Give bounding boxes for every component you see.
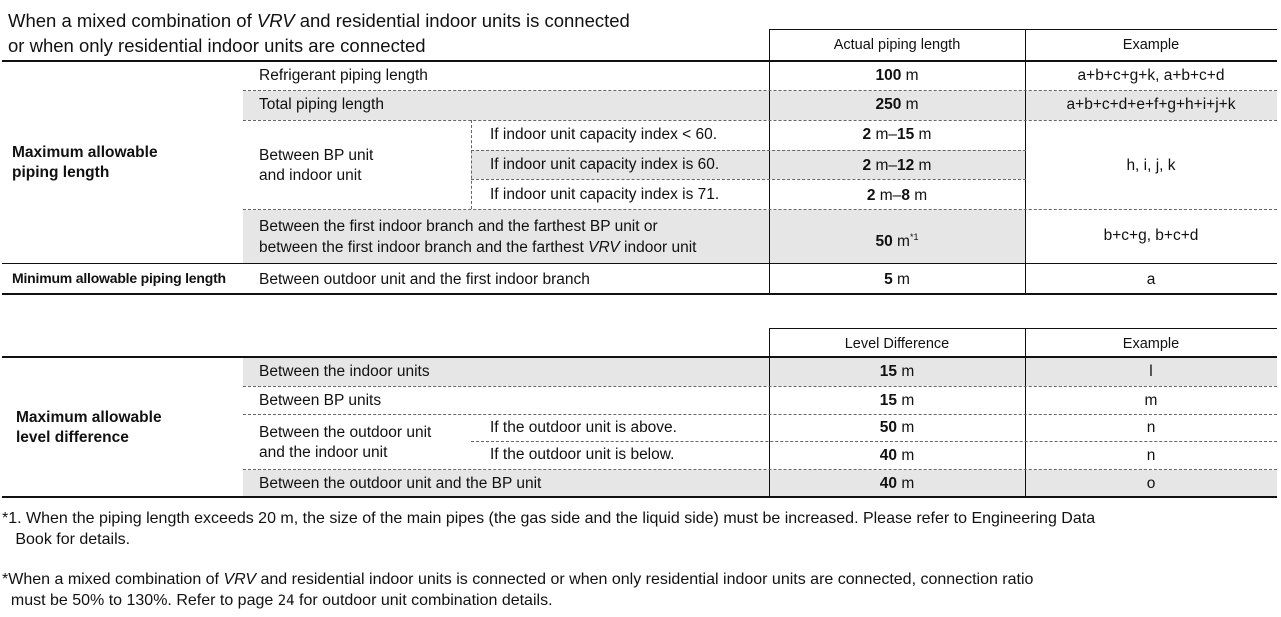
example-value: n xyxy=(1146,419,1156,436)
level-value: 15 m xyxy=(879,392,915,409)
length-value: 250 m xyxy=(875,96,919,113)
length-value: 50 $m^{*1}$ xyxy=(875,232,919,251)
row-label-bp-indoor: Between BP unit and indoor unit xyxy=(259,147,374,184)
col-header-example: Example xyxy=(1122,336,1180,352)
level-value: 50 m xyxy=(879,419,915,436)
condition-label: If the outdoor unit is below. xyxy=(490,446,675,463)
row-label: Total piping length xyxy=(259,96,384,113)
example-value: l xyxy=(1149,363,1153,380)
example-value: n xyxy=(1146,447,1156,464)
example-value: m xyxy=(1144,392,1158,409)
footnote-1: *1. When the piping length exceeds 20 m, the size of the main pipes (the gas side and the liquid side) must be increased. Please refer to Engineering Data Book for details. xyxy=(2,510,1096,548)
row-label-outdoor-indoor: Between the outdoor unit and the indoor unit xyxy=(259,424,432,461)
col-header-level-difference: Level Difference xyxy=(844,336,950,352)
min-piping-length-label: Minimum allowable piping length xyxy=(12,270,226,286)
length-value: 5 m xyxy=(884,271,910,288)
level-value: 40 m xyxy=(879,475,915,492)
example-value: o xyxy=(1146,475,1156,492)
condition-label: If indoor unit capacity index < 60. xyxy=(490,126,718,143)
condition-label: If indoor unit capacity index is 60. xyxy=(490,156,720,173)
example-value: a+b+c+g+k, a+b+c+d xyxy=(1077,67,1225,84)
example-value: h, i, j, k xyxy=(1126,157,1176,174)
footnote-marker: *1 xyxy=(909,232,919,242)
level-value: 40 m xyxy=(879,447,915,464)
row-label: Between BP units xyxy=(259,392,382,409)
row-label-first-branch: Between the first indoor branch and the farthest BP unit or between the first indoor branch and the farthest VRV indoor unit xyxy=(259,218,697,256)
page-title: When a mixed combination of VRV and residential indoor units is connected or when only residential indoor units are connected xyxy=(8,10,630,56)
max-piping-length-label: Maximum allowable piping length xyxy=(12,144,158,181)
length-range-value: 2 m–8 m xyxy=(866,187,928,204)
condition-label: If indoor unit capacity index is 71. xyxy=(490,186,720,203)
row-label: Between the indoor units xyxy=(259,363,430,380)
footnote-2: *When a mixed combination of VRV and residential indoor units is connected or when only residential indoor units are connected, connection ratio must be 50% to 130%. Refer to page 24 for outdoor unit combination details. xyxy=(2,571,1034,609)
row-label: Between outdoor unit and the first indoor branch xyxy=(259,271,590,288)
condition-label: If the outdoor unit is above. xyxy=(490,419,677,436)
example-value: b+c+g, b+c+d xyxy=(1103,227,1199,244)
example-value: a+b+c+d+e+f+g+h+i+j+k xyxy=(1066,96,1236,113)
example-value: a xyxy=(1146,271,1156,288)
row-label: Refrigerant piping length xyxy=(259,67,428,84)
row-label: Between the outdoor unit and the BP unit xyxy=(259,475,542,492)
col-header-actual-length: Actual piping length xyxy=(833,37,961,53)
level-value: 15 m xyxy=(879,363,915,380)
length-range-value: 2 m–15 m xyxy=(862,126,932,143)
max-level-difference-label: Maximum allowable level difference xyxy=(16,409,162,446)
length-range-value: 2 m–12 m xyxy=(862,157,932,174)
length-value: 100 m xyxy=(875,67,919,84)
col-header-example: Example xyxy=(1122,37,1180,53)
